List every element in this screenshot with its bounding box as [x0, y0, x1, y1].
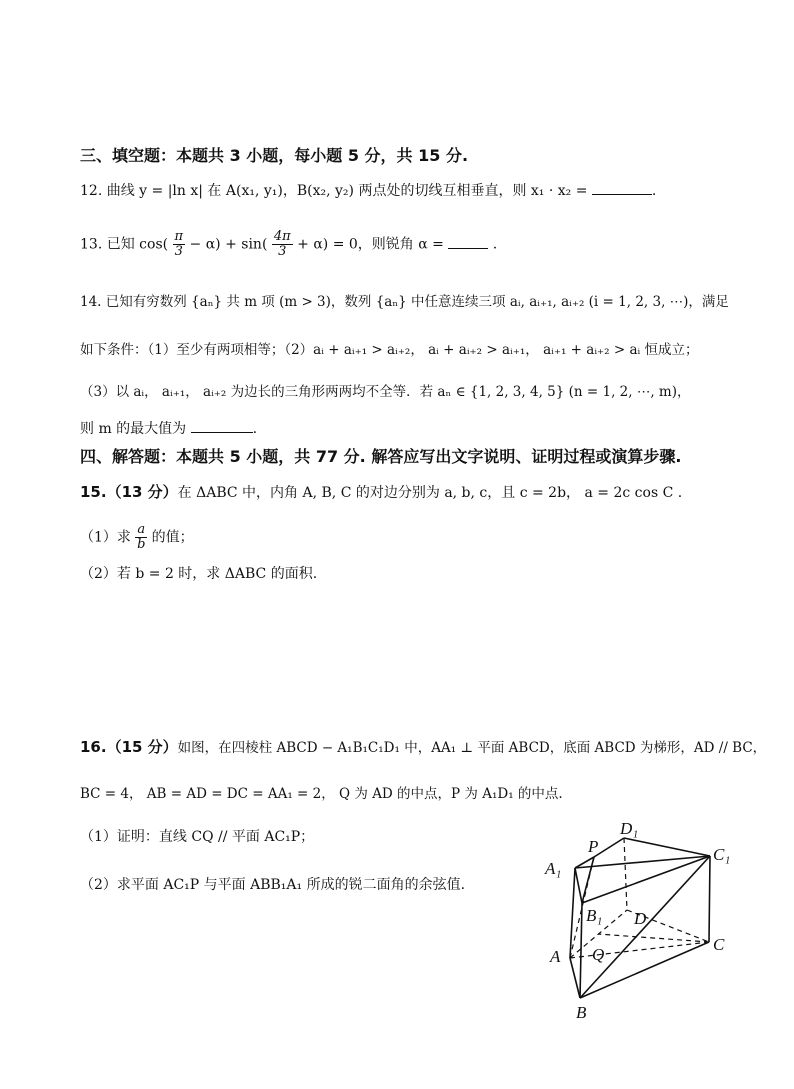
label-a: A — [550, 947, 561, 966]
label-d: D — [634, 909, 647, 928]
q13-fraction-2: $\frac{4\pi}{3}$ — [273, 229, 291, 259]
q13-text-a: 已知 cos( — [106, 236, 169, 253]
label-c: C — [713, 935, 725, 954]
question-14-line-3: （3）以 aᵢ， aᵢ₊₁， aᵢ₊₂ 为边长的三角形两两均不全等．若 aₙ ∈ {1, 2, 3, 4, 5} (n = 1, 2, ⋯, m)， — [80, 384, 691, 400]
question-15-part-1 — [80, 523, 194, 552]
label-q: Q — [592, 945, 605, 964]
question-16-title — [80, 736, 766, 757]
q13-end: . — [492, 236, 498, 253]
edge-d1-d — [624, 838, 627, 910]
q12-answer-blank — [592, 182, 652, 195]
q15-part1-text-b: 的值； — [151, 529, 194, 546]
edge-a1-b1 — [575, 868, 582, 903]
question-16-line-2: BC = 4， AB = AD = DC = AA₁ = 2， Q 为 AD 的中点，P 为 A₁D₁ 的中点. — [80, 786, 563, 802]
edge-p-d1 — [594, 838, 624, 857]
edge-d1-c1 — [624, 838, 710, 856]
question-16-part-2: （2）求平面 AC₁P 与平面 ABB₁A₁ 所成的锐二面角的余弦值. — [80, 877, 466, 893]
label-d1: D₁ — [620, 819, 639, 838]
label-a1: A₁ — [545, 859, 562, 878]
q13-number: 13. — [80, 236, 103, 253]
section-3-heading: 三、填空题：本题共 3 小题，每小题 5 分，共 15 分. — [80, 146, 469, 165]
question-15-title — [80, 481, 682, 502]
q12-text: 曲线 y = |ln x| 在 A(x₁, y₁)，B(x₂, y₂) 两点处的切线互相垂直，则 x₁ · x₂ = — [106, 183, 588, 199]
section-4-heading: 四、解答题：本题共 5 小题，共 77 分. 解答应写出文字说明、证明过程或演算步骤. — [80, 447, 682, 466]
q15-number-score: 15.（13 分） — [80, 483, 178, 501]
edge-c-q — [598, 934, 709, 942]
q13-text-b: − α) + sin( — [189, 236, 268, 253]
question-15-part-2: （2）若 b = 2 时，求 ΔABC 的面积. — [80, 566, 318, 582]
q14-text: 则 m 的最大值为 — [80, 421, 187, 437]
prism-figure — [530, 810, 750, 1020]
q14-end: . — [252, 421, 258, 437]
question-12 — [80, 180, 656, 200]
label-b1: B₁ — [586, 906, 603, 925]
question-14-line-2: 如下条件：（1）至少有两项相等；（2）aᵢ + aᵢ₊₁ > aᵢ₊₂， aᵢ + aᵢ₊₂ > aᵢ₊₁， aᵢ₊₁ + aᵢ₊₂ > aᵢ 恒成立； — [80, 342, 699, 358]
question-14-line-1: 14. 已知有穷数列 {aₙ} 共 m 项 (m > 3)，数列 {aₙ} 中任意连续三项 aᵢ, aᵢ₊₁, aᵢ₊₂ (i = 1, 2, 3, ⋯)，满足 — [80, 294, 729, 310]
label-b: B — [576, 1003, 587, 1020]
label-c1: C₁ — [713, 845, 731, 864]
q15-part1-text-a: （1）求 — [80, 529, 131, 546]
q14-answer-blank — [191, 420, 253, 433]
edge-a-b — [570, 958, 580, 998]
edge-a-c — [570, 942, 709, 958]
q13-text-c: + α) = 0，则锐角 α = — [297, 236, 444, 253]
q15-fraction: $\frac{a}{b}$ — [137, 522, 146, 552]
q12-end: . — [651, 183, 657, 199]
edge-a1-a — [570, 868, 575, 958]
edge-c1-c — [709, 856, 710, 942]
question-14-line-4 — [80, 418, 257, 438]
question-16-part-1: （1）证明：直线 CQ // 平面 AC₁P； — [80, 829, 315, 845]
edge-a1-c1 — [575, 856, 710, 868]
edge-b1-c1 — [582, 856, 710, 903]
edge-p-b1 — [582, 857, 594, 903]
edge-b1-b — [580, 903, 582, 998]
question-13 — [80, 230, 497, 259]
q15-text: 在 ΔABC 中，内角 A, B, C 的对边分别为 a, b, c，且 c = 2b， a = 2c cos C . — [177, 485, 683, 501]
q12-number: 12. — [80, 183, 103, 199]
q16-text: 如图，在四棱柱 ABCD − A₁B₁C₁D₁ 中，AA₁ ⊥ 平面 ABCD，底面 ABCD 为梯形，AD // BC， — [177, 740, 767, 756]
q16-number-score: 16.（15 分） — [80, 738, 178, 756]
label-p: P — [588, 837, 599, 856]
q13-answer-blank — [448, 236, 488, 249]
q13-fraction-1: $\frac{\pi}{3}$ — [174, 229, 184, 259]
